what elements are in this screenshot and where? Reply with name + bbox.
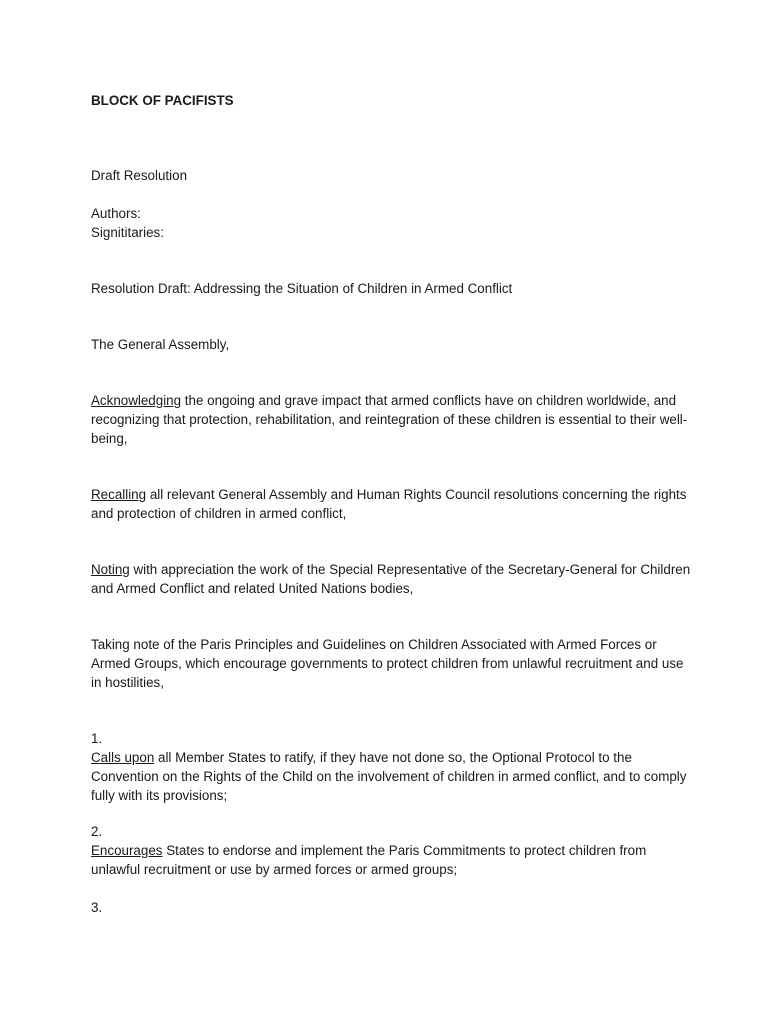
clause-keyword: Noting <box>91 562 130 577</box>
clause-text: all Member States to ratify, if they have not done so, the Optional Protocol to the Convention on the Rights of the Child on the involvement of children in armed conflict, and to comply fully with its provisions; <box>91 750 687 803</box>
opening-phrase: The General Assembly, <box>91 337 230 352</box>
preambular-clause <box>91 561 691 599</box>
operative-clause <box>91 842 691 880</box>
authors-label: Authors: <box>91 206 141 221</box>
clause-text: Taking note of the Paris Principles and Guidelines on Children Associated with Armed Forces or Armed Groups, which encourage governments to protect children from unlawful recruitment and use in hostilities, <box>91 637 684 690</box>
clause-keyword: Encourages <box>91 843 163 858</box>
resolution-title: Resolution Draft: Addressing the Situation of Children in Armed Conflict <box>91 281 513 296</box>
clause-text: with appreciation the work of the Special Representative of the Secretary-General for Children and Armed Conflict and related United Nations bodies, <box>91 562 691 596</box>
clause-text: the ongoing and grave impact that armed conflicts have on children worldwide, and recognizing that protection, rehabilitation, and reintegration of these children is essential to their well-being, <box>91 393 688 446</box>
preambular-clause <box>91 392 691 448</box>
operative-clause-number: 3. <box>91 900 103 915</box>
preambular-clause <box>91 486 691 524</box>
bloc-title: BLOCK OF PACIFISTS <box>91 93 234 108</box>
signatories-label: Signititaries: <box>91 225 164 240</box>
clause-keyword: Recalling <box>91 487 147 502</box>
preambular-clause <box>91 636 691 692</box>
clause-text: States to endorse and implement the Paris Commitments to protect children from unlawful recruitment or use by armed forces or armed groups; <box>91 843 647 877</box>
clause-text: all relevant General Assembly and Human Rights Council resolutions concerning the rights and protection of children in armed conflict, <box>91 487 687 521</box>
operative-clause-number: 1. <box>91 731 103 746</box>
operative-clause-number: 2. <box>91 824 103 839</box>
clause-keyword: Acknowledging <box>91 393 182 408</box>
operative-clause <box>91 749 691 805</box>
document-type: Draft Resolution <box>91 168 188 183</box>
clause-keyword: Calls upon <box>91 750 155 765</box>
